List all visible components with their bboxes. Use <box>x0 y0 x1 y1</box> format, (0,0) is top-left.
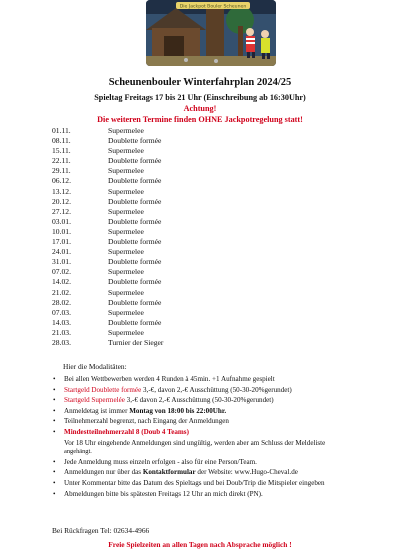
schedule-event: Supermelee <box>108 146 144 156</box>
list-item: • Abmeldungen bitte bis spätesten Freitags 12 Uhr an mich direkt (PN). <box>52 489 397 500</box>
schedule-row <box>52 328 272 338</box>
schedule-date: 21.03. <box>52 327 71 337</box>
schedule-date: 27.12. <box>52 206 71 216</box>
schedule-event: Supermelee <box>108 267 144 277</box>
schedule-row <box>52 156 272 166</box>
schedule-date: 03.01. <box>52 216 71 226</box>
schedule-date: 15.11. <box>52 146 71 156</box>
schedule-event: Doublette formée <box>108 317 162 327</box>
schedule-row <box>52 207 272 217</box>
schedule-row <box>52 197 272 207</box>
schedule-row <box>52 217 272 227</box>
website-link[interactable]: www.Hugo-Cheval.de <box>234 468 298 477</box>
page-title: Scheunenbouler Winterfahrplan 2024/25 <box>108 77 292 88</box>
schedule-date: 08.11. <box>52 136 71 146</box>
schedule-event: Supermelee <box>108 327 144 337</box>
list-item: • Mindestteilnehmerzahl 8 (Doub 4 Teams) <box>52 427 397 438</box>
schedule-event: Doublette formée <box>108 297 162 307</box>
schedule-event: Doublette formée <box>108 176 162 186</box>
footer-note: Freie Spielzeiten an allen Tagen nach Absprache möglich ! <box>108 540 292 549</box>
schedule-row <box>52 318 272 328</box>
schedule-date: 07.02. <box>52 267 71 277</box>
schedule-event: Supermelee <box>108 166 144 176</box>
schedule-date: 13.12. <box>52 186 71 196</box>
header-banner-image <box>146 0 276 66</box>
list-item: • Unter Kommentar bitte das Datum des Spieltags und bei Doub/Trip die Mitspieler eingeben <box>52 478 397 489</box>
schedule-event: Doublette formée <box>108 237 162 247</box>
list-item: • Anmeldungen nur über das Kontaktformular der Website: www.Hugo-Cheval.de <box>52 467 397 478</box>
schedule-row <box>52 176 272 186</box>
schedule-row <box>52 146 272 156</box>
play-time-subtitle: Spieltag Freitags 17 bis 21 Uhr (Einschreibung ab 16:30Uhr) <box>94 93 306 102</box>
schedule-row <box>52 136 272 146</box>
schedule-row <box>52 338 272 348</box>
schedule-row <box>52 126 272 136</box>
modalities-list <box>52 374 397 499</box>
schedule-event: Doublette formée <box>108 196 162 206</box>
schedule-row <box>52 247 272 257</box>
schedule-row <box>52 277 272 287</box>
list-item: • Bei allen Wettbewerben werden 4 Runden à 45min. +1 Aufnahme gespielt <box>52 374 397 385</box>
schedule-event: Supermelee <box>108 307 144 317</box>
schedule-date: 17.01. <box>52 237 71 247</box>
schedule-row <box>52 227 272 237</box>
schedule-row <box>52 187 272 197</box>
list-item: • Jede Anmeldung muss einzeln erfolgen - also für eine Person/Team. <box>52 457 397 468</box>
barn-scene-illustration <box>146 0 276 66</box>
schedule-event: Supermelee <box>108 287 144 297</box>
schedule-date: 07.03. <box>52 307 71 317</box>
schedule-event: Doublette formée <box>108 156 162 166</box>
schedule-event: Doublette formée <box>108 257 162 267</box>
schedule-event: Supermelee <box>108 206 144 216</box>
contact-phone: Bei Rückfragen Tel: 02634-4966 <box>52 526 150 535</box>
schedule-row <box>52 257 272 267</box>
schedule-date: 21.02. <box>52 287 71 297</box>
list-item: • Anmeldetag ist immer Montag von 18:00 bis 22:00Uhr. <box>52 406 397 417</box>
list-item: • Startgeld Doublette formée 3,-€, davon 2,-€ Ausschüttung (50-30-20%gerundet) <box>52 385 397 396</box>
schedule-row <box>52 237 272 247</box>
notice-label: Achtung! <box>183 104 217 113</box>
schedule-date: 14.02. <box>52 277 71 287</box>
notice-text: Die weiteren Termine finden OHNE Jackpotregelung statt! <box>97 115 303 124</box>
schedule-row <box>52 308 272 318</box>
schedule-event: Doublette formée <box>108 136 162 146</box>
schedule-date: 28.02. <box>52 297 71 307</box>
schedule-row <box>52 298 272 308</box>
schedule-row <box>52 267 272 277</box>
schedule-date: 20.12. <box>52 196 71 206</box>
schedule-event: Supermelee <box>108 126 144 135</box>
schedule-date: 10.01. <box>52 226 71 236</box>
schedule-event: Supermelee <box>108 186 144 196</box>
list-item: • Startgeld Supermelée 3,-€ davon 2,-€ Ausschüttung (50-30-20%gerundet) <box>52 395 397 406</box>
list-item: • Teilnehmerzahl begrenzt, nach Eingang der Anmeldungen <box>52 416 397 427</box>
schedule-date: 29.11. <box>52 166 71 176</box>
schedule-date: 22.11. <box>52 156 71 166</box>
schedule-row <box>52 166 272 176</box>
schedule-list <box>52 126 272 348</box>
modalities-intro: Hier die Modalitäten: <box>63 362 127 371</box>
schedule-event: Doublette formée <box>108 277 162 287</box>
schedule-date: 06.12. <box>52 176 71 186</box>
list-item: Vor 18 Uhr eingehende Anmeldungen sind ungültig, werden aber am Schluss der Meldeliste <box>64 438 326 447</box>
schedule-date: 01.11. <box>52 126 71 135</box>
schedule-date: 31.01. <box>52 257 71 267</box>
schedule-date: 28.03. <box>52 337 71 347</box>
schedule-event: Doublette formée <box>108 216 162 226</box>
schedule-date: 14.03. <box>52 317 71 327</box>
schedule-row <box>52 288 272 298</box>
list-item-continuation: angehängt. <box>64 448 92 456</box>
schedule-date: 24.01. <box>52 247 71 257</box>
schedule-event: Turnier der Sieger <box>108 337 164 347</box>
schedule-event: Supermelee <box>108 247 144 257</box>
schedule-event: Supermelee <box>108 226 144 236</box>
banner-text: Die Jackpot Bouler Scheunen <box>179 4 247 10</box>
